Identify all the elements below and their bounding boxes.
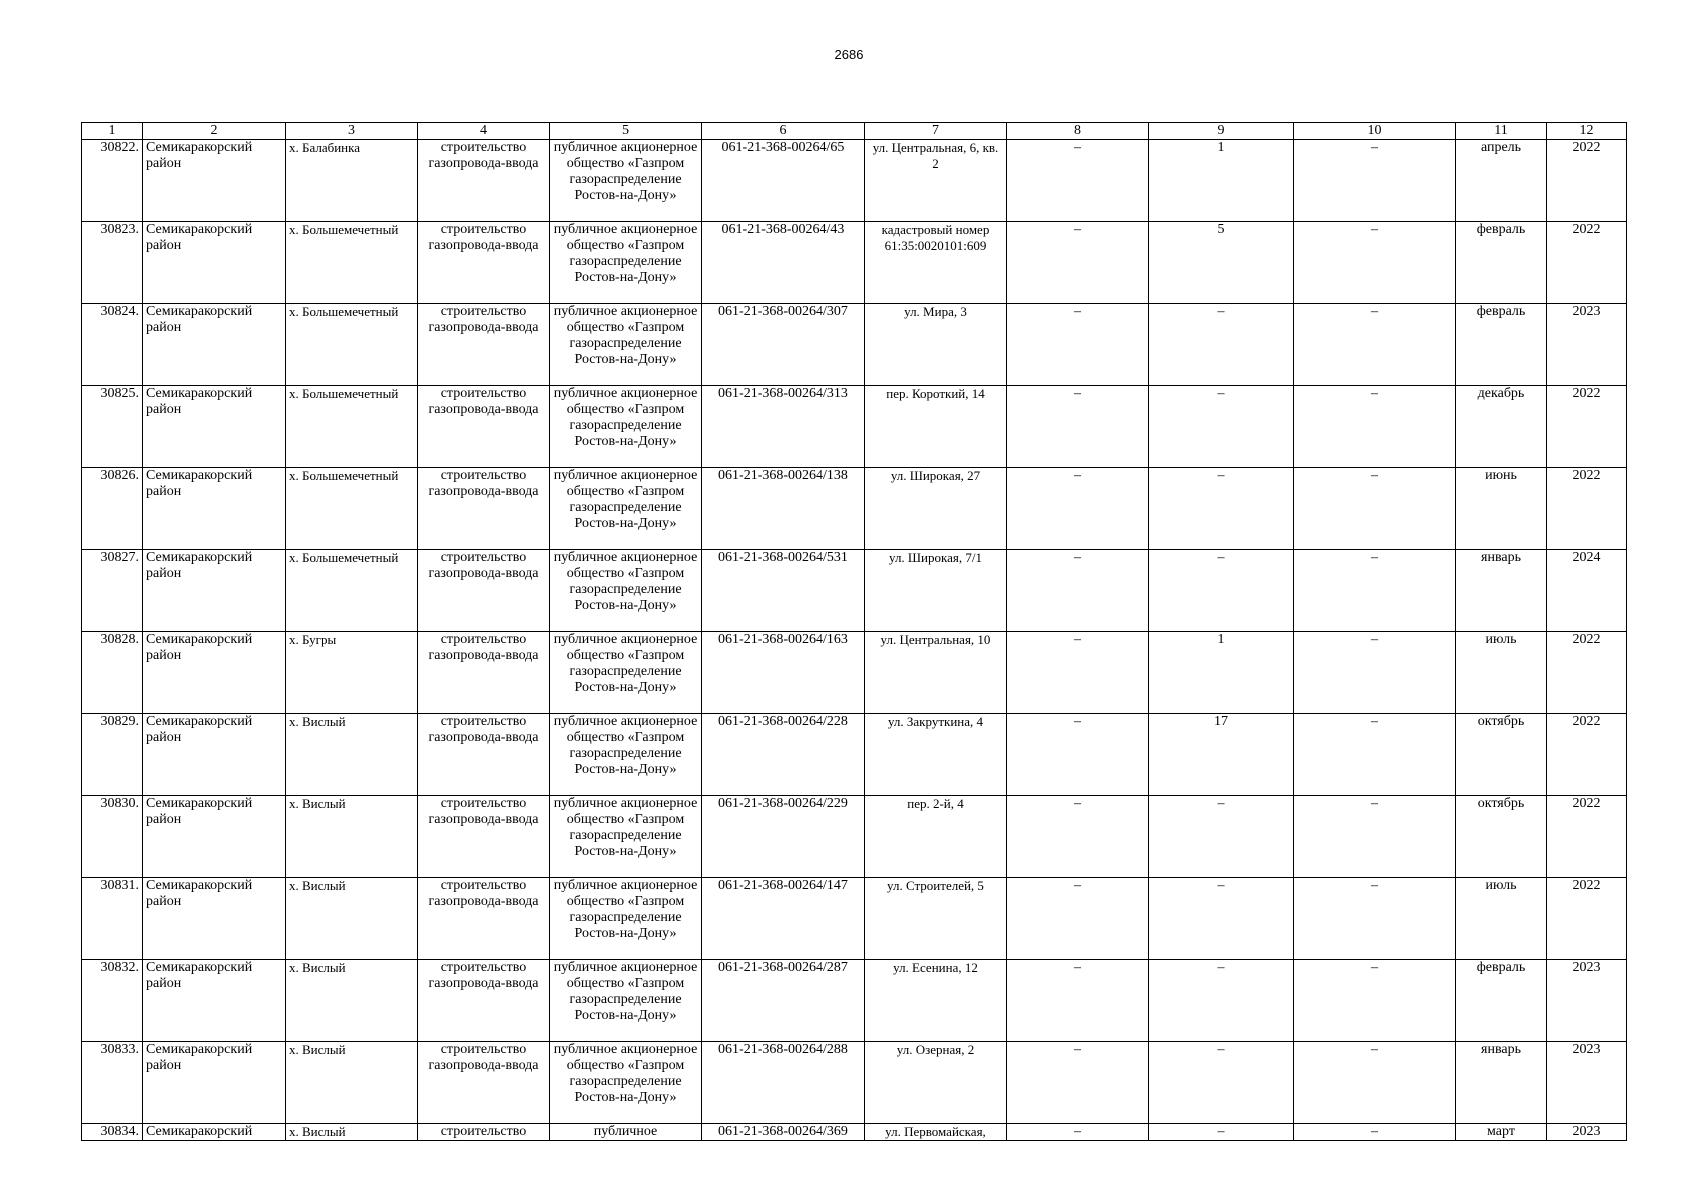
district-cell: Семикаракорский район: [143, 796, 286, 878]
organization-cell: публичное акционерное общество «Газпром газораспределение Ростов-на-Дону»: [550, 468, 702, 550]
district-cell: Семикаракорский район: [143, 386, 286, 468]
month-cell: январь: [1456, 1042, 1547, 1124]
column-9-cell: 1: [1149, 632, 1294, 714]
year-cell: 2022: [1547, 386, 1627, 468]
month-cell: декабрь: [1456, 386, 1547, 468]
table-row: [82, 140, 1627, 222]
year-cell: 2023: [1547, 304, 1627, 386]
organization-cell: публичное акционерное общество «Газпром газораспределение Ростов-на-Дону»: [550, 386, 702, 468]
month-cell: январь: [1456, 550, 1547, 632]
column-header: 1: [82, 123, 143, 140]
district-cell: Семикаракорский район: [143, 1042, 286, 1124]
year-cell: 2022: [1547, 632, 1627, 714]
work-type-cell: строительство газопровода-ввода: [418, 878, 550, 960]
column-9-cell: –: [1149, 468, 1294, 550]
page-number: 2686: [834, 47, 864, 62]
district-cell: Семикаракорский район: [143, 632, 286, 714]
column-9-cell: 17: [1149, 714, 1294, 796]
month-cell: июль: [1456, 878, 1547, 960]
year-cell: 2023: [1547, 1124, 1627, 1141]
object-code-cell: 061-21-368-00264/313: [702, 386, 865, 468]
settlement-cell: х. Большемечетный: [286, 304, 418, 386]
column-header: 2: [143, 123, 286, 140]
column-9-cell: –: [1149, 304, 1294, 386]
table-row: [82, 222, 1627, 304]
table-row: [82, 632, 1627, 714]
register-table: [81, 122, 1627, 1141]
organization-cell: публичное: [550, 1124, 702, 1141]
column-8-cell: –: [1007, 1124, 1149, 1141]
column-8-cell: –: [1007, 222, 1149, 304]
column-header: 12: [1547, 123, 1627, 140]
organization-cell: публичное акционерное общество «Газпром газораспределение Ростов-на-Дону»: [550, 222, 702, 304]
year-cell: 2024: [1547, 550, 1627, 632]
column-9-cell: –: [1149, 960, 1294, 1042]
month-cell: февраль: [1456, 304, 1547, 386]
row-number-cell: 30831.: [82, 878, 143, 960]
column-8-cell: –: [1007, 468, 1149, 550]
district-cell: Семикаракорский район: [143, 222, 286, 304]
address-cell: ул. Первомайская,: [865, 1124, 1007, 1141]
work-type-cell: строительство газопровода-ввода: [418, 714, 550, 796]
work-type-cell: строительство газопровода-ввода: [418, 796, 550, 878]
table-body: [82, 140, 1627, 1141]
object-code-cell: 061-21-368-00264/531: [702, 550, 865, 632]
address-cell: ул. Есенина, 12: [865, 960, 1007, 1042]
year-cell: 2023: [1547, 960, 1627, 1042]
row-number-cell: 30833.: [82, 1042, 143, 1124]
column-9-cell: –: [1149, 878, 1294, 960]
work-type-cell: строительство газопровода-ввода: [418, 468, 550, 550]
address-cell: ул. Мира, 3: [865, 304, 1007, 386]
work-type-cell: строительство газопровода-ввода: [418, 140, 550, 222]
row-number-cell: 30834.: [82, 1124, 143, 1141]
district-cell: Семикаракорский район: [143, 468, 286, 550]
column-10-cell: –: [1294, 632, 1456, 714]
column-9-cell: 1: [1149, 140, 1294, 222]
organization-cell: публичное акционерное общество «Газпром газораспределение Ростов-на-Дону»: [550, 878, 702, 960]
organization-cell: публичное акционерное общество «Газпром газораспределение Ростов-на-Дону»: [550, 1042, 702, 1124]
month-cell: март: [1456, 1124, 1547, 1141]
row-number-cell: 30823.: [82, 222, 143, 304]
column-8-cell: –: [1007, 386, 1149, 468]
table-row: [82, 960, 1627, 1042]
district-cell: Семикаракорский район: [143, 878, 286, 960]
district-cell: Семикаракорский район: [143, 140, 286, 222]
row-number-cell: 30827.: [82, 550, 143, 632]
settlement-cell: х. Вислый: [286, 714, 418, 796]
column-10-cell: –: [1294, 386, 1456, 468]
address-cell: кадастровый номер 61:35:0020101:609: [865, 222, 1007, 304]
district-cell: Семикаракорский: [143, 1124, 286, 1141]
column-9-cell: 5: [1149, 222, 1294, 304]
work-type-cell: строительство газопровода-ввода: [418, 222, 550, 304]
month-cell: февраль: [1456, 222, 1547, 304]
table-row: [82, 550, 1627, 632]
address-cell: ул. Закруткина, 4: [865, 714, 1007, 796]
table-row: [82, 796, 1627, 878]
month-cell: июль: [1456, 632, 1547, 714]
column-10-cell: –: [1294, 796, 1456, 878]
settlement-cell: х. Большемечетный: [286, 222, 418, 304]
work-type-cell: строительство газопровода-ввода: [418, 304, 550, 386]
object-code-cell: 061-21-368-00264/307: [702, 304, 865, 386]
organization-cell: публичное акционерное общество «Газпром газораспределение Ростов-на-Дону»: [550, 714, 702, 796]
year-cell: 2022: [1547, 796, 1627, 878]
object-code-cell: 061-21-368-00264/147: [702, 878, 865, 960]
column-9-cell: –: [1149, 796, 1294, 878]
column-8-cell: –: [1007, 140, 1149, 222]
month-cell: июнь: [1456, 468, 1547, 550]
column-header: 10: [1294, 123, 1456, 140]
address-cell: ул. Центральная, 6, кв. 2: [865, 140, 1007, 222]
column-10-cell: –: [1294, 1042, 1456, 1124]
settlement-cell: х. Большемечетный: [286, 386, 418, 468]
object-code-cell: 061-21-368-00264/369: [702, 1124, 865, 1141]
table-row: [82, 1042, 1627, 1124]
work-type-cell: строительство газопровода-ввода: [418, 960, 550, 1042]
column-8-cell: –: [1007, 1042, 1149, 1124]
row-number-cell: 30822.: [82, 140, 143, 222]
column-10-cell: –: [1294, 140, 1456, 222]
column-8-cell: –: [1007, 960, 1149, 1042]
column-10-cell: –: [1294, 960, 1456, 1042]
object-code-cell: 061-21-368-00264/43: [702, 222, 865, 304]
row-number-cell: 30830.: [82, 796, 143, 878]
column-header: 11: [1456, 123, 1547, 140]
year-cell: 2022: [1547, 468, 1627, 550]
district-cell: Семикаракорский район: [143, 550, 286, 632]
column-8-cell: –: [1007, 632, 1149, 714]
object-code-cell: 061-21-368-00264/287: [702, 960, 865, 1042]
column-10-cell: –: [1294, 878, 1456, 960]
column-10-cell: –: [1294, 468, 1456, 550]
row-number-cell: 30826.: [82, 468, 143, 550]
column-9-cell: –: [1149, 1124, 1294, 1141]
address-cell: ул. Строителей, 5: [865, 878, 1007, 960]
column-9-cell: –: [1149, 550, 1294, 632]
column-9-cell: –: [1149, 386, 1294, 468]
address-cell: ул. Широкая, 7/1: [865, 550, 1007, 632]
settlement-cell: х. Большемечетный: [286, 550, 418, 632]
settlement-cell: х. Вислый: [286, 796, 418, 878]
work-type-cell: строительство газопровода-ввода: [418, 632, 550, 714]
district-cell: Семикаракорский район: [143, 960, 286, 1042]
object-code-cell: 061-21-368-00264/138: [702, 468, 865, 550]
column-10-cell: –: [1294, 550, 1456, 632]
month-cell: февраль: [1456, 960, 1547, 1042]
column-header: 4: [418, 123, 550, 140]
month-cell: октябрь: [1456, 714, 1547, 796]
table-row: [82, 468, 1627, 550]
column-8-cell: –: [1007, 878, 1149, 960]
column-header: 7: [865, 123, 1007, 140]
settlement-cell: х. Бугры: [286, 632, 418, 714]
column-10-cell: –: [1294, 1124, 1456, 1141]
row-number-cell: 30824.: [82, 304, 143, 386]
row-number-cell: 30825.: [82, 386, 143, 468]
work-type-cell: строительство газопровода-ввода: [418, 550, 550, 632]
object-code-cell: 061-21-368-00264/288: [702, 1042, 865, 1124]
district-cell: Семикаракорский район: [143, 304, 286, 386]
year-cell: 2023: [1547, 1042, 1627, 1124]
table-row: [82, 386, 1627, 468]
settlement-cell: х. Большемечетный: [286, 468, 418, 550]
table-row: [82, 304, 1627, 386]
column-header: 6: [702, 123, 865, 140]
settlement-cell: х. Вислый: [286, 960, 418, 1042]
settlement-cell: х. Вислый: [286, 1124, 418, 1141]
organization-cell: публичное акционерное общество «Газпром газораспределение Ростов-на-Дону»: [550, 796, 702, 878]
object-code-cell: 061-21-368-00264/163: [702, 632, 865, 714]
row-number-cell: 30828.: [82, 632, 143, 714]
organization-cell: публичное акционерное общество «Газпром газораспределение Ростов-на-Дону»: [550, 960, 702, 1042]
column-number-header-row: [82, 123, 1627, 140]
month-cell: октябрь: [1456, 796, 1547, 878]
column-header: 9: [1149, 123, 1294, 140]
year-cell: 2022: [1547, 714, 1627, 796]
address-cell: ул. Широкая, 27: [865, 468, 1007, 550]
work-type-cell: строительство: [418, 1124, 550, 1141]
month-cell: апрель: [1456, 140, 1547, 222]
object-code-cell: 061-21-368-00264/229: [702, 796, 865, 878]
year-cell: 2022: [1547, 878, 1627, 960]
table-row: [82, 878, 1627, 960]
row-number-cell: 30829.: [82, 714, 143, 796]
work-type-cell: строительство газопровода-ввода: [418, 386, 550, 468]
address-cell: пер. 2-й, 4: [865, 796, 1007, 878]
settlement-cell: х. Вислый: [286, 878, 418, 960]
column-10-cell: –: [1294, 714, 1456, 796]
table-row: [82, 714, 1627, 796]
column-9-cell: –: [1149, 1042, 1294, 1124]
row-number-cell: 30832.: [82, 960, 143, 1042]
organization-cell: публичное акционерное общество «Газпром газораспределение Ростов-на-Дону»: [550, 140, 702, 222]
table-row: [82, 1124, 1627, 1141]
column-10-cell: –: [1294, 304, 1456, 386]
object-code-cell: 061-21-368-00264/65: [702, 140, 865, 222]
district-cell: Семикаракорский район: [143, 714, 286, 796]
column-header: 3: [286, 123, 418, 140]
column-8-cell: –: [1007, 550, 1149, 632]
address-cell: ул. Центральная, 10: [865, 632, 1007, 714]
column-8-cell: –: [1007, 714, 1149, 796]
year-cell: 2022: [1547, 140, 1627, 222]
column-10-cell: –: [1294, 222, 1456, 304]
work-type-cell: строительство газопровода-ввода: [418, 1042, 550, 1124]
settlement-cell: х. Вислый: [286, 1042, 418, 1124]
column-8-cell: –: [1007, 304, 1149, 386]
column-header: 5: [550, 123, 702, 140]
object-code-cell: 061-21-368-00264/228: [702, 714, 865, 796]
organization-cell: публичное акционерное общество «Газпром газораспределение Ростов-на-Дону»: [550, 304, 702, 386]
organization-cell: публичное акционерное общество «Газпром газораспределение Ростов-на-Дону»: [550, 632, 702, 714]
settlement-cell: х. Балабинка: [286, 140, 418, 222]
address-cell: ул. Озерная, 2: [865, 1042, 1007, 1124]
address-cell: пер. Короткий, 14: [865, 386, 1007, 468]
column-header: 8: [1007, 123, 1149, 140]
organization-cell: публичное акционерное общество «Газпром газораспределение Ростов-на-Дону»: [550, 550, 702, 632]
year-cell: 2022: [1547, 222, 1627, 304]
column-8-cell: –: [1007, 796, 1149, 878]
